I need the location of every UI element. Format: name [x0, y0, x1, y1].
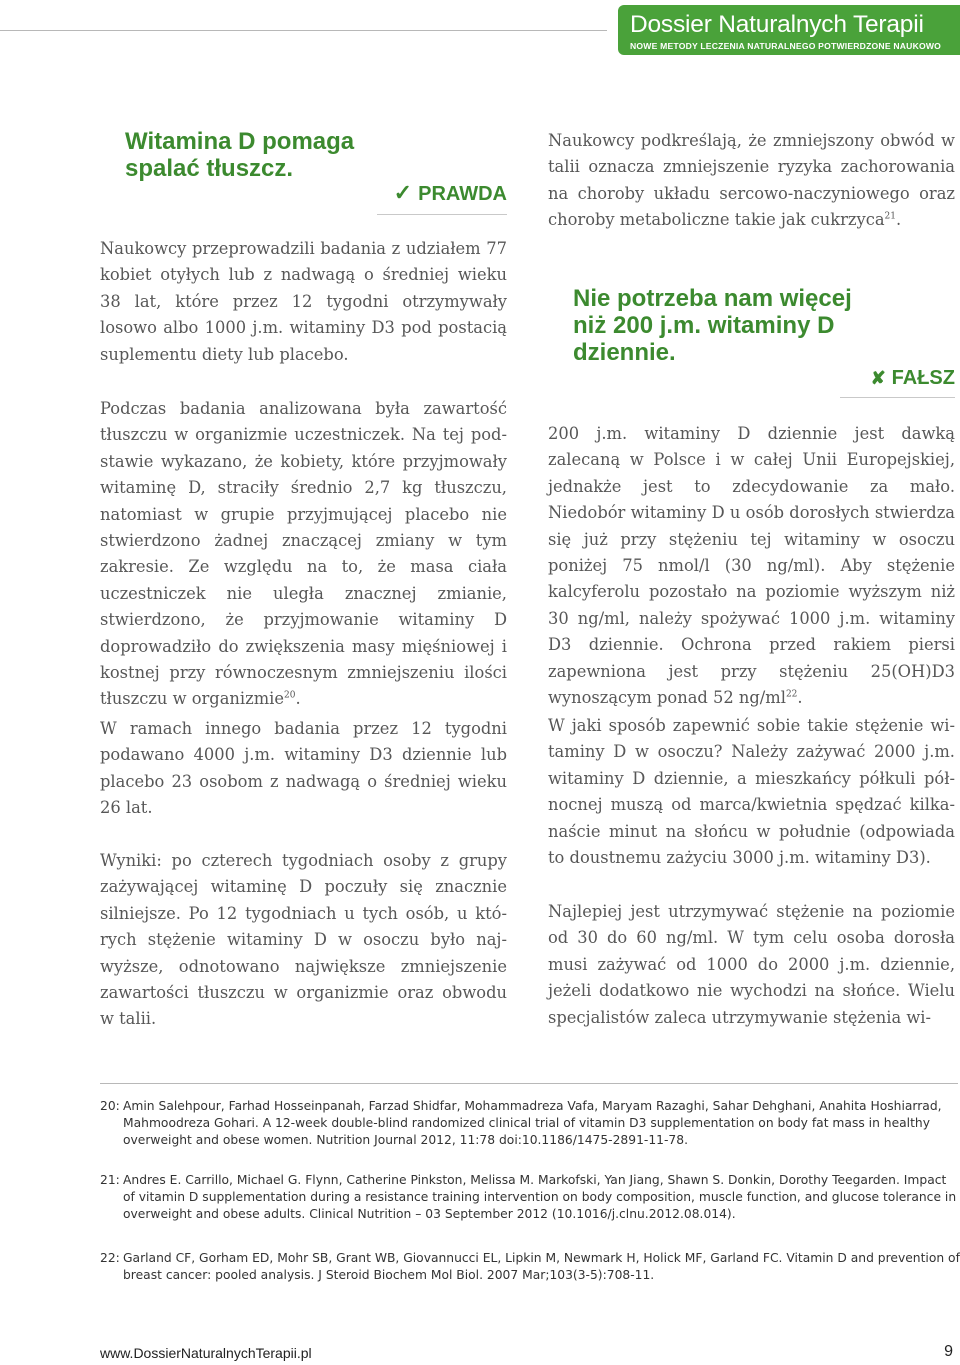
footnotes-rule	[100, 1083, 958, 1084]
footnote-22	[100, 1250, 960, 1284]
verdict-false	[760, 366, 955, 390]
footnote-text: Andres E. Carrillo, Michael G. Flynn, Catherine Pinkston, Melissa M. Markofski, Yan Jiang, Shawn S. Donkin, Dorothy Teegarden. Impact of vitamin D supplementation during a resistance training intervention on body composition, muscle function, and glucose tolerance in overweight and obese adults. Clinical Nutrition – 03 September 2012 (10.1016/j.clnu.2012.08.014).	[123, 1173, 957, 1221]
verdict-true	[300, 181, 507, 206]
right-paragraph-1-text: Naukowcy podkreślają, że zmniejszony obwód w talii oznacza zmniejszenie ryzyka zachorowania na choroby układu sercowo-naczyniowego oraz choroby metaboliczne takie jak cukrzyca	[548, 131, 955, 230]
right-paragraph-2-end: .	[797, 688, 803, 708]
right-claim-line-3: dziennie.	[573, 339, 676, 366]
left-paragraph-1: Naukowcy przeprowadzili badania z udziałem 77 kobiet otyłych lub z nadwagą o średniej wieku 38 lat, które przez 12 tygodni otrzymywały losowo albo 1000 j.m. witaminy D3 pod postacią suplementu diety lub placebo.	[100, 239, 507, 364]
check-icon: ✓	[393, 180, 413, 205]
page-number: 9	[944, 1343, 953, 1360]
left-claim-line-1: Witamina D pomaga	[125, 128, 355, 155]
brand-name: Dossier Naturalnych Terapii	[630, 11, 924, 38]
brand-logo[interactable]	[618, 5, 960, 55]
footnote-number: 21:	[100, 1173, 120, 1187]
footnote-text: Amin Salehpour, Farhad Hosseinpanah, Farzad Shidfar, Mohammadreza Vafa, Maryam Razaghi, Sahar Dehghani, Anahita Hoshiarrad, Mahmoodreza Gohari. A 12-week double-blind randomized clinical trial of vitamin D3 supplementation on body fat mass in healthy overweight and obese women. Nutrition Journal 2012, 11:78 doi:10.1186/1475-2891-11-78.	[123, 1099, 942, 1147]
footnote-text: Garland CF, Gorham ED, Mohr SB, Grant WB, Giovannucci EL, Lipkin M, Newmark H, Holick MF, Garland FC. Vitamin D and prevention of breast cancer: pooled analysis. J Steroid Biochem Mol Biol. 2007 Mar;103(3-5):708-11.	[123, 1251, 960, 1282]
footer-website-link[interactable]: www.DossierNaturalnychTerapii.pl	[100, 1345, 312, 1361]
right-paragraph-1-end: .	[895, 210, 902, 230]
left-paragraph-2-text: Podczas badania analizowana była zawartość tłuszczu w organizmie uczestniczek. Na tej podstawie wykazano, że kobiety, które przyjmowały witaminę D, straciły średnio 2,7 kg tłuszczu, natomiast w grupie przyjmującej placebo nie stwierdzono żadnej znaczącej zmiany w tym zakresie. Ze względu na to, że masa ciała uczestniczek nie uległa znacznej zmianie, stwierdzono, że przyjmowanie witaminy D doprowadziło do zwiększenia masy mięśniowej i kostnej przy równoczesnym zmniejszeniu ilości tłuszczu w organizmie	[100, 399, 507, 709]
left-paragraph-2	[100, 396, 507, 713]
footnote-ref-22[interactable]: 22	[785, 689, 798, 700]
left-paragraph-3: W ramach innego badania przez 12 tygodni podawano 4000 j.m. witaminy D3 dziennie lub placebo 23 osobom z nadwagą o średniej wieku 26 lat.	[100, 719, 507, 818]
verdict-false-rule	[840, 397, 955, 398]
right-paragraph-3: W jaki sposób zapewnić sobie takie stężenie witaminy D w osoczu? Należy zażywać 2000 j.m. witaminy D dziennie, a mieszkańcy półkuli północnej muszą od marca/kwietnia spędzać kilkanaście minut na słońcu w południe (odpowiada to doustnemu zażyciu 3000 j.m. witaminy D3).	[548, 716, 955, 868]
footnote-ref-20[interactable]: 20	[283, 691, 296, 702]
brand-tagline: NOWE METODY LECZENIA NATURALNEGO POTWIERDZONE NAUKOWO	[630, 41, 942, 51]
verdict-true-label: PRAWDA	[418, 183, 507, 205]
cross-icon: ✘	[870, 368, 886, 388]
left-claim-title	[125, 128, 525, 182]
left-paragraph-4: Wyniki: po czterech tygodniach osoby z grupy zażywającej witaminę D poczuły się znacznie silniejsze. Po 12 tygodniach u tych osób, u których stężenie witaminy D w osoczu było najwyższe, odnotowano największe zmniejszenie zawartości tłuszczu w organizmie oraz obwodu w talii.	[100, 851, 507, 1029]
right-paragraph-2	[548, 421, 955, 711]
footnote-21	[100, 1172, 960, 1223]
right-claim-line-1: Nie potrzeba nam więcej	[573, 285, 852, 312]
footnote-number: 22:	[100, 1251, 120, 1265]
footnote-20	[100, 1098, 960, 1149]
header-rule	[0, 30, 607, 31]
right-paragraph-2-text: 200 j.m. witaminy D dziennie jest dawką zalecaną w Polsce i w całej Unii Europejskiej, jednakże jest to zdecydowanie za mało. Niedobór witaminy D u osób dorosłych stwierdza się już przy stężeniu tej witaminy w osoczu poniżej 75 nmol/l (30 ng/ml). Aby stężenie kalcyferolu pozostało na poziomie wyższym niż 30 ng/ml, należy spożywać 1000 j.m. witaminy D3 dziennie. Ochrona przed rakiem piersi zapewniona jest przy stężeniu 25(OH)D3 wynoszącym ponad 52 ng/ml	[548, 424, 955, 708]
right-claim-line-2: niż 200 j.m. witaminy D	[573, 312, 835, 339]
footnote-number: 20:	[100, 1099, 120, 1113]
verdict-false-label: FAŁSZ	[891, 367, 955, 389]
right-paragraph-4: Najlepiej jest utrzymywać stężenie na poziomie od 30 do 60 ng/ml. W tym celu osoba dorosła musi zażywać od 1000 do 2000 j.m. dziennie, jeżeli dodatkowo nie wychodzi na słońce. Wielu specjalistów zaleca utrzymywanie stężenia wi-	[548, 902, 955, 1027]
right-claim-title	[573, 285, 953, 366]
left-claim-line-2: spalać tłuszcz.	[125, 155, 294, 182]
verdict-true-rule	[377, 214, 507, 215]
footnote-ref-21[interactable]: 21	[884, 211, 896, 222]
right-paragraph-1	[548, 128, 955, 234]
left-paragraph-2-end: .	[295, 689, 301, 709]
